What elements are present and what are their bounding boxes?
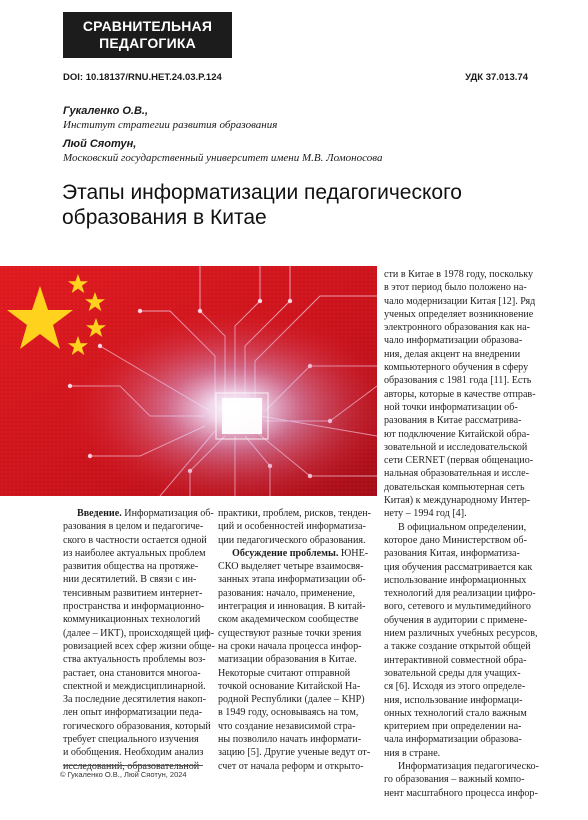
text-line: ния, использование информаци- bbox=[384, 694, 523, 706]
text-line bbox=[63, 507, 214, 520]
text-line: довательская компьютерная сеть bbox=[384, 481, 525, 493]
text-line: родной Республики (далее – КНР) bbox=[218, 694, 365, 706]
article-title-line2: образования в Китае bbox=[62, 206, 267, 229]
column-left bbox=[63, 507, 215, 773]
intro-lead: Введение. bbox=[77, 508, 122, 519]
column-right bbox=[384, 268, 539, 800]
text-line: нальная образовательная и иссле- bbox=[384, 468, 529, 480]
text-line: что создание независимой стра- bbox=[218, 720, 356, 732]
text-line: матизации образования в Китае. bbox=[218, 654, 357, 666]
discussion-lead: Обсуждение проблемы. bbox=[232, 547, 339, 559]
text-line: Информатизация педагогическо- bbox=[398, 760, 539, 772]
text-line: разования в Китае рассматрива- bbox=[384, 415, 522, 427]
text-line: нент масштабного процесса инфор- bbox=[384, 787, 538, 799]
text-line: лен опыт информатизации педа- bbox=[63, 707, 203, 719]
text-line: в этот период было положено на- bbox=[384, 282, 527, 294]
text-line: Информатизация об- bbox=[121, 508, 214, 519]
text-line: чало модернизации Китая [12]. Ряд bbox=[384, 295, 536, 307]
section-label-line1: СРАВНИТЕЛЬНАЯ bbox=[82, 18, 213, 34]
text-line: Китая) к международному Интер- bbox=[384, 495, 531, 507]
text-line: спектной и междисциплинарной. bbox=[63, 680, 206, 692]
text-line: нету – 1994 год [4]. bbox=[384, 508, 467, 520]
text-line: гогического образования, который bbox=[63, 720, 211, 732]
text-line: ровизацией всех сфер жизни обще- bbox=[63, 640, 215, 652]
text-line: практики, проблем, рисков, тенден- bbox=[218, 508, 372, 519]
text-line: ся [6]. Исходя из этого определе- bbox=[384, 681, 526, 693]
footnote-rule bbox=[63, 765, 203, 766]
text-line: Некоторые считают отправной bbox=[218, 667, 351, 679]
column-middle bbox=[218, 507, 370, 773]
text-line: ния в стране. bbox=[384, 747, 441, 759]
text-line: разования в целом и педагогиче- bbox=[63, 521, 204, 533]
text-line: За последние десятилетия накоп- bbox=[63, 694, 206, 706]
text-line: точкой основание Китайской На- bbox=[218, 680, 361, 692]
author-1-name: Гукаленко О.В., bbox=[63, 105, 149, 117]
text-line: в 1949 году, основываясь на том, bbox=[218, 707, 359, 719]
text-line: пространства и информационно- bbox=[63, 601, 205, 613]
text-line: занных этапа информатизации об- bbox=[218, 574, 366, 586]
udk: УДК 37.013.74 bbox=[465, 72, 528, 83]
text-line: технологий для реализации цифро- bbox=[384, 588, 536, 600]
text-line: зовательной и исследовательской bbox=[384, 441, 528, 453]
text-line: онных технологий стало важным bbox=[384, 707, 527, 719]
text-line: использование информационных bbox=[384, 574, 527, 586]
text-line: вого, сетевого и мультимедийного bbox=[384, 601, 531, 613]
text-line: СКО выделяет четыре взаимосвя- bbox=[218, 561, 364, 573]
text-line: компьютерного обучения в сферу bbox=[384, 362, 529, 374]
text-line: существуют разные точки зрения bbox=[218, 627, 362, 639]
text-line: требует специального изучения bbox=[63, 734, 199, 746]
text-line: счет от начала реформ и открыто- bbox=[218, 760, 364, 772]
text-line bbox=[218, 547, 370, 560]
text-line: на сроки начала процесса инфор- bbox=[218, 640, 362, 652]
text-line: ют подключение Китайской обра- bbox=[384, 428, 530, 440]
text-line: развития общества на протяже- bbox=[63, 561, 199, 573]
article-title bbox=[62, 180, 532, 230]
text-line: чала информатизации образова- bbox=[384, 734, 522, 746]
text-line: чало информатизации образова- bbox=[384, 335, 523, 347]
text-line: сти в Китае в 1978 году, поскольку bbox=[384, 269, 534, 280]
section-label bbox=[63, 12, 232, 58]
text-line: коммуникационных технологий bbox=[63, 614, 201, 626]
text-line: сети CERNET (первая общенацио- bbox=[384, 455, 534, 467]
text-line: разования: начало, применение, bbox=[218, 587, 356, 599]
hero-illustration bbox=[0, 266, 377, 496]
doi: DOI: 10.18137/RNU.HET.24.03.P.124 bbox=[63, 72, 222, 83]
china-flag-circuit-icon bbox=[0, 266, 377, 496]
text-line: ной точки информатизации об- bbox=[384, 401, 518, 413]
text-line: ЮНЕ- bbox=[338, 547, 369, 559]
author-2-affiliation: Московский государственный университет имени М.В. Ломоносова bbox=[63, 152, 383, 164]
text-line: обучения в аудитории с примене- bbox=[384, 614, 528, 626]
author-2-name: Люй Сяотун, bbox=[63, 138, 137, 150]
article-title-line1: Этапы информатизации педагогического bbox=[62, 181, 462, 204]
text-line: разования Китая, информатиза- bbox=[384, 548, 520, 560]
text-line: интерактивной совместной обра- bbox=[384, 654, 527, 666]
text-line: ны позволило начать информати- bbox=[218, 734, 362, 746]
text-line: и обобщения. Необходим анализ bbox=[63, 747, 204, 759]
text-line: ском академическом сообществе bbox=[218, 614, 359, 626]
text-line: а также создание открытой общей bbox=[384, 641, 531, 653]
text-line: электронного образования как на- bbox=[384, 322, 531, 334]
text-line: зацию [5]. Другие ученые ведут от- bbox=[218, 747, 371, 759]
text-line: ции педагогического образования. bbox=[218, 534, 366, 546]
section-label-line2: ПЕДАГОГИКА bbox=[99, 35, 196, 51]
text-line: зовательной среды для учащих- bbox=[384, 667, 521, 679]
text-line: критерием при определении на- bbox=[384, 721, 522, 733]
text-line: ния, делая акцент на внедрении bbox=[384, 348, 521, 360]
text-line: нии десятилетий. В связи с ин- bbox=[63, 574, 197, 586]
text-line: ций и особенностей информатиза- bbox=[218, 521, 366, 533]
author-1-affiliation: Институт стратегии развития образования bbox=[63, 119, 278, 131]
text-line: ция обучения рассматривается как bbox=[384, 561, 533, 573]
text-line: авторы, которые в качестве отправ- bbox=[384, 388, 536, 400]
text-line: из наиболее актуальных проблем bbox=[63, 547, 206, 559]
text-line: (далее – ИКТ), происходящей циф- bbox=[63, 627, 215, 639]
text-line: нием различных учебных ресурсов, bbox=[384, 628, 538, 640]
text-line: исследований, образовательной bbox=[63, 760, 200, 772]
text-line: которое дано Министерством об- bbox=[384, 534, 527, 546]
text-line: го образования – важный компо- bbox=[384, 774, 525, 786]
text-line: В официальном определении, bbox=[398, 521, 527, 533]
text-line: образования с 1981 года [11]. Есть bbox=[384, 375, 532, 387]
text-line: тенсивным развитием интернет- bbox=[63, 587, 203, 599]
text-line: ученых определяет возникновение bbox=[384, 308, 534, 320]
copyright: © Гукаленко О.В., Люй Сяотун, 2024 bbox=[60, 770, 187, 779]
text-line: интеграция и инновация. В китай- bbox=[218, 601, 366, 613]
text-line: ского в частности остается одной bbox=[63, 534, 207, 546]
text-line: растает, она становится многоа- bbox=[63, 667, 201, 679]
text-line: ства актуальность проблемы воз- bbox=[63, 654, 206, 666]
